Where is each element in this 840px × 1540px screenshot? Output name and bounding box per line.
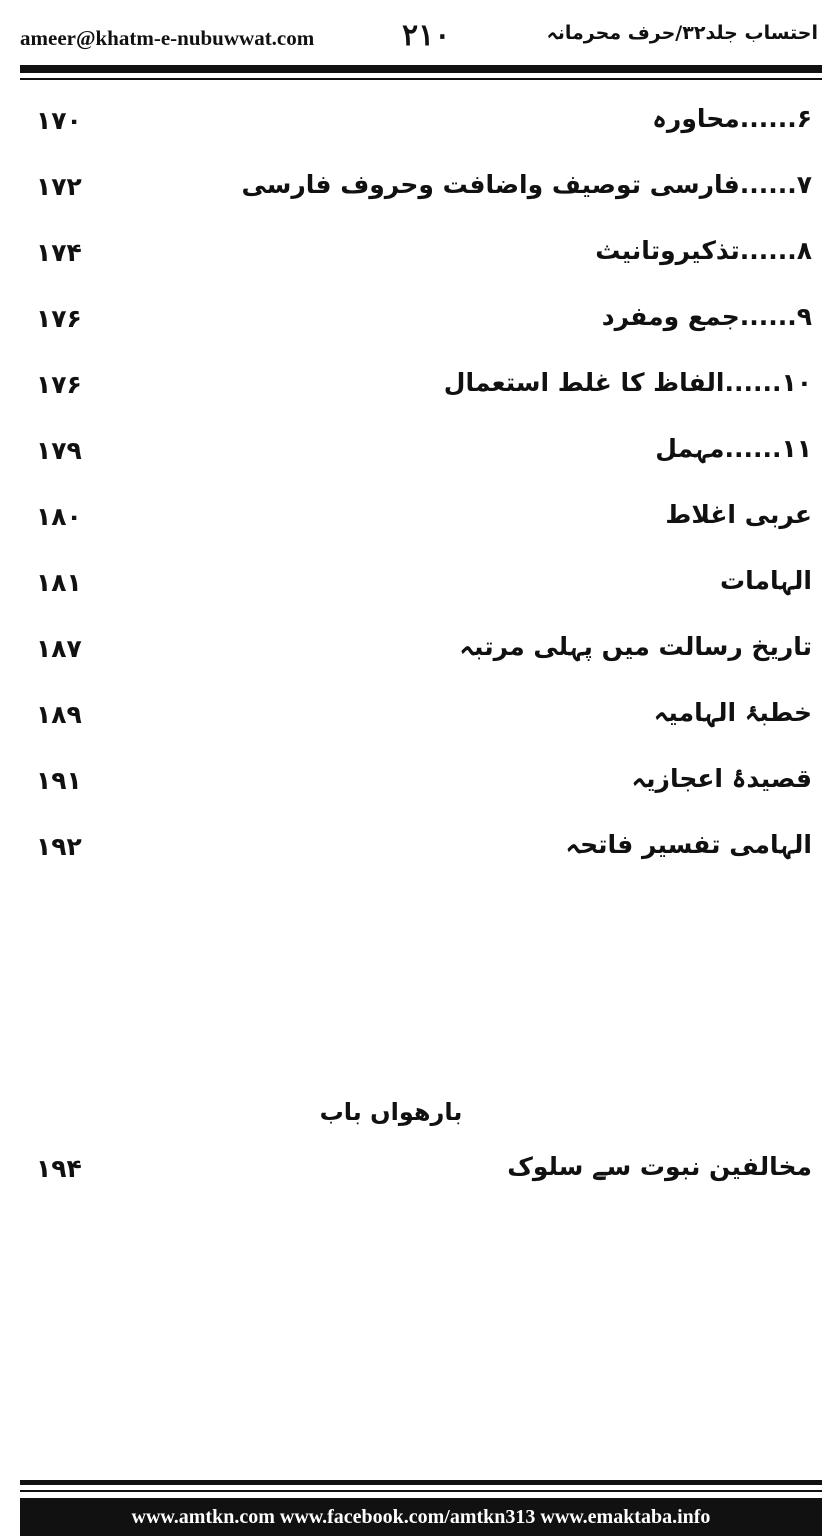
toc-entry	[30, 158, 812, 224]
toc-entry-page: ۱۸۹	[36, 700, 82, 729]
toc-entry-title: خطبۂ الہامیہ	[653, 698, 812, 727]
page-number: ۲۱۰	[402, 18, 451, 53]
toc-entry-title: الہامی تفسیر فاتحہ	[565, 830, 812, 859]
toc-entry-title: ۱۰......الفاظ کا غلط استعمال	[443, 368, 812, 397]
footer-rule	[20, 1480, 822, 1485]
toc-entry-title: ۸......تذکیروتانیث	[595, 236, 812, 265]
header-rule-thin	[20, 78, 822, 80]
toc-entry-page: ۱۹۴	[36, 1154, 82, 1183]
page-header	[20, 10, 820, 56]
toc-entry	[30, 356, 812, 422]
toc-entry	[30, 488, 812, 554]
toc-entry-page: ۱۸۰	[36, 502, 82, 531]
toc-entry-page: ۱۷۲	[36, 172, 82, 201]
footer-rule-thin	[20, 1490, 822, 1492]
toc-entry-title: ۷......فارسی توصیف واضافت وحروف فارسی	[241, 170, 812, 199]
toc-entry	[30, 1140, 812, 1206]
book-title: احتساب جلد۳۲/حرف محرمانہ	[546, 22, 818, 44]
toc-entry-page: ۱۷۴	[36, 238, 82, 267]
toc-entry-page: ۱۷۶	[36, 370, 82, 399]
toc-entry-title: عربی اغلاط	[665, 500, 812, 529]
toc-entry	[30, 554, 812, 620]
header-email: ameer@khatm-e-nubuwwat.com	[20, 26, 315, 50]
toc-entry-page: ۱۷۶	[36, 304, 82, 333]
table-of-contents	[30, 92, 812, 884]
toc-entry-page: ۱۷۹	[36, 436, 82, 465]
chapter-heading: بارھواں باب	[319, 1098, 463, 1126]
toc-entry-page: ۱۸۱	[36, 568, 82, 597]
toc-entry	[30, 92, 812, 158]
toc-entry	[30, 686, 812, 752]
toc-entry-title: ۶......محاورہ	[652, 104, 812, 133]
toc-entry-title: ۹......جمع ومفرد	[601, 302, 812, 331]
toc-entry	[30, 422, 812, 488]
toc-entry	[30, 224, 812, 290]
toc-entry-title: مخالفین نبوت سے سلوک	[507, 1152, 812, 1181]
toc-entry-title: تاریخ رسالت میں پہلی مرتبہ	[459, 632, 812, 661]
header-rule	[20, 65, 822, 73]
toc-entry-title: الہامات	[720, 566, 812, 595]
toc-entry-page: ۱۹۱	[36, 766, 82, 795]
toc-entry	[30, 620, 812, 686]
toc-entry-title: قصیدۂ اعجازیہ	[631, 764, 812, 793]
toc-entry	[30, 818, 812, 884]
toc-entry-page: ۱۹۲	[36, 832, 82, 861]
toc-entry-page: ۱۷۰	[36, 106, 82, 135]
footer-links: www.amtkn.com www.facebook.com/amtkn313 www.emaktaba.info	[20, 1498, 822, 1536]
toc-entry-title: ۱۱......مہمل	[655, 434, 812, 463]
toc-entry	[30, 290, 812, 356]
toc-entry	[30, 752, 812, 818]
toc-entry-page: ۱۸۷	[36, 634, 82, 663]
